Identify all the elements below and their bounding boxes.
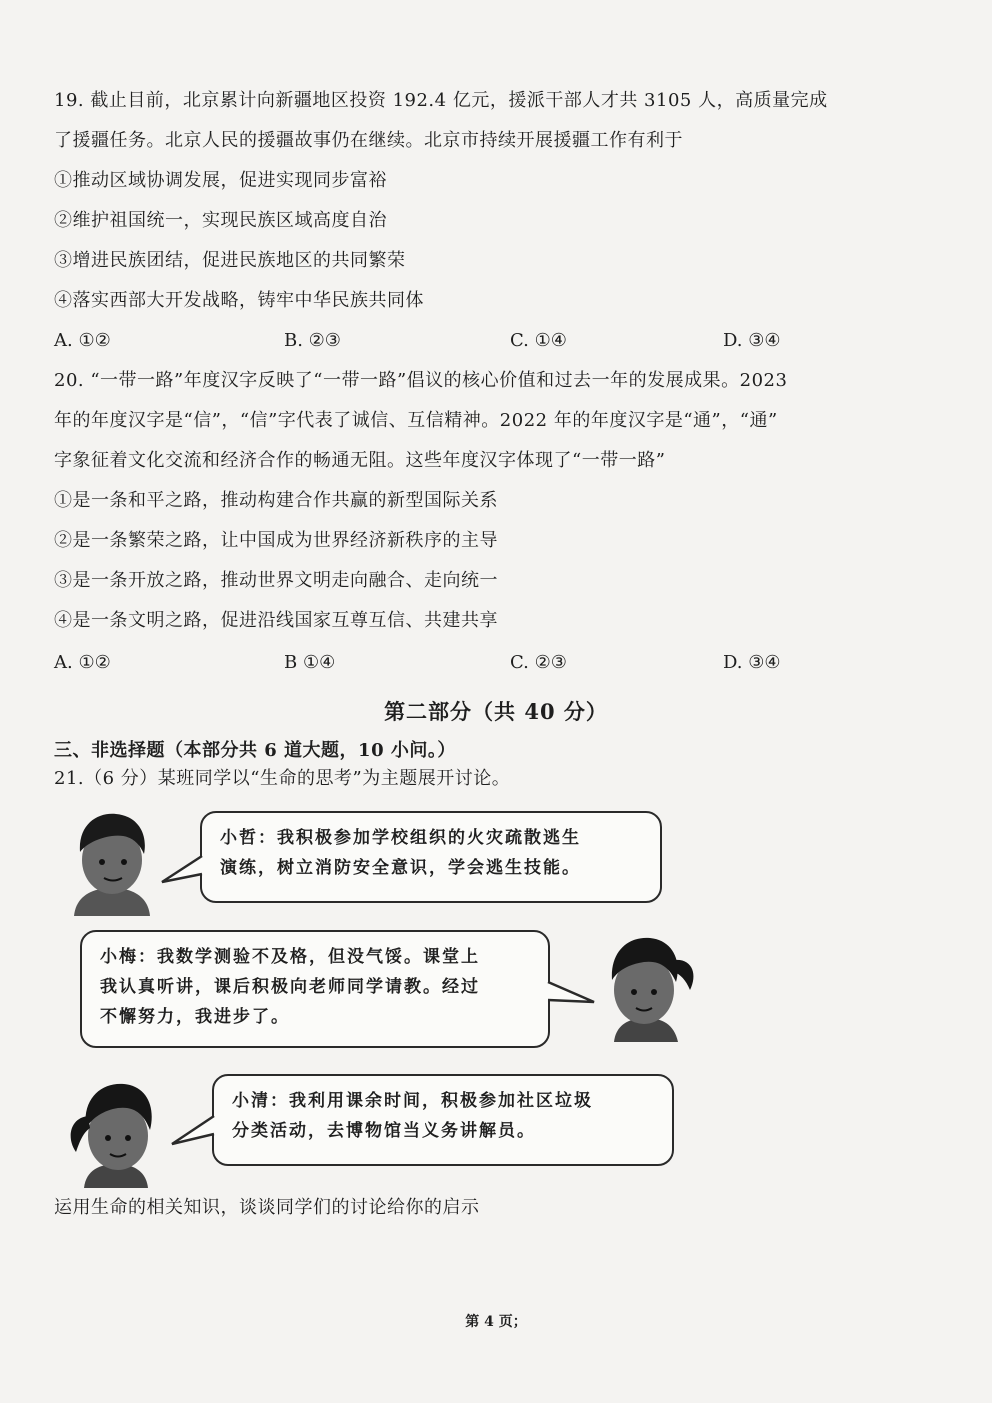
q19-option-a: A. ①②: [54, 330, 111, 351]
q19-option-b: B. ②③: [284, 330, 341, 351]
student-avatar-xiaoqing: [66, 1076, 166, 1188]
bubble-xiaomei-line1: 小梅：我数学测验不及格，但没气馁。课堂上: [100, 947, 480, 967]
q20-option-a: A. ①②: [54, 652, 111, 673]
bubble-xiaozhe-line1: 小哲：我积极参加学校组织的火灾疏散逃生: [220, 828, 581, 848]
q19-option-d: D. ③④: [723, 330, 781, 351]
q21-prompt: 运用生命的相关知识，谈谈同学们的讨论给你的启示: [54, 1197, 480, 1218]
q20-item-2: ②是一条繁荣之路，让中国成为世界经济新秩序的主导: [54, 530, 498, 551]
q19-item-3: ③增进民族团结，促进民族地区的共同繁荣: [54, 250, 406, 271]
part2-title: 第二部分（共 40 分）: [384, 699, 608, 724]
bubble-xiaoqing-line2: 分类活动，去博物馆当义务讲解员。: [232, 1121, 536, 1141]
section-heading: 三、非选择题（本部分共 6 道大题，10 小问。）: [54, 740, 456, 761]
q21-stem: 21.（6 分）某班同学以“生命的思考”为主题展开讨论。: [54, 768, 511, 789]
bubble-tail-icon: [546, 978, 596, 1018]
q20-item-4: ④是一条文明之路，促进沿线国家互尊互信、共建共享: [54, 610, 498, 631]
q20-stem-line1: 20. “一带一路”年度汉字反映了“一带一路”倡议的核心价值和过去一年的发展成果。2023: [54, 370, 788, 391]
speech-bubble-xiaomei: [80, 930, 550, 1048]
bubble-xiaomei-line2: 我认真听讲，课后积极向老师同学请教。经过: [100, 977, 480, 997]
bubble-tail-icon: [170, 1112, 216, 1152]
speech-bubble-xiaozhe: [200, 811, 662, 903]
q20-item-3: ③是一条开放之路，推动世界文明走向融合、走向统一: [54, 570, 498, 591]
student-avatar-xiaozhe: [64, 808, 160, 916]
speech-bubble-xiaoqing: [212, 1074, 674, 1166]
q19-item-4: ④落实西部大开发战略，铸牢中华民族共同体: [54, 290, 424, 311]
bubble-xiaozhe-line2: 演练，树立消防安全意识，学会逃生技能。: [220, 858, 581, 878]
q19-option-c: C. ①④: [510, 330, 567, 351]
q20-item-1: ①是一条和平之路，推动构建合作共赢的新型国际关系: [54, 490, 498, 511]
q20-option-b: B ①④: [284, 652, 336, 673]
bubble-xiaomei-line3: 不懈努力，我进步了。: [100, 1007, 290, 1027]
bubble-xiaoqing-line1: 小清：我利用课余时间，积极参加社区垃圾: [232, 1091, 593, 1111]
bubble-tail-icon: [160, 852, 204, 892]
q20-stem-line3: 字象征着文化交流和经济合作的畅通无阻。这些年度汉字体现了“一带一路”: [54, 450, 666, 471]
q19-stem-line1: 19. 截止目前，北京累计向新疆地区投资 192.4 亿元，援派干部人才共 3105 人，高质量完成: [54, 90, 828, 111]
q20-stem-line2: 年的年度汉字是“信”，“信”字代表了诚信、互信精神。2022 年的年度汉字是“通”，“通”: [54, 410, 778, 431]
student-avatar-xiaomei: [594, 930, 700, 1042]
q20-option-c: C. ②③: [510, 652, 567, 673]
q19-stem-line2: 了援疆任务。北京人民的援疆故事仍在继续。北京市持续开展援疆工作有利于: [54, 130, 683, 151]
q19-item-1: ①推动区域协调发展，促进实现同步富裕: [54, 170, 387, 191]
q19-item-2: ②维护祖国统一，实现民族区域高度自治: [54, 210, 387, 231]
q20-option-d: D. ③④: [723, 652, 781, 673]
page-number: 第 4 页；: [465, 1314, 527, 1330]
